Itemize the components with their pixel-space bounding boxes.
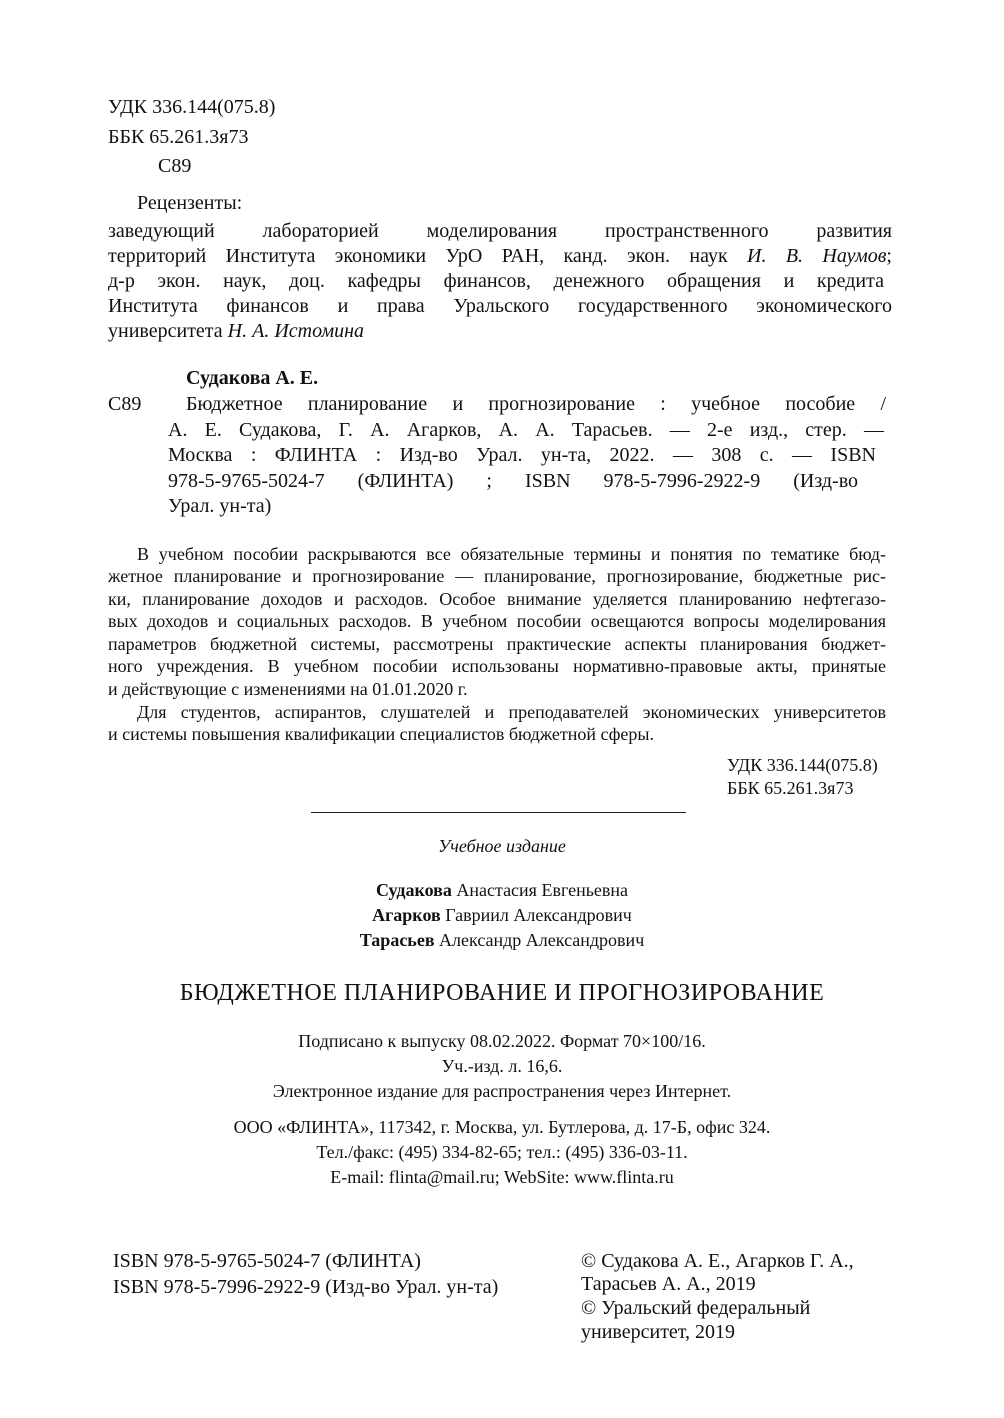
bib-line-1: Бюджетное планирование и прогнозирование : учебное пособие /	[186, 393, 886, 415]
copyright-line-4: университет, 2019	[581, 1321, 736, 1343]
bib-mark: С89	[108, 393, 142, 415]
reviewer-1-name: И. В. Наумов	[747, 245, 887, 267]
author-3-surname: Тарасьев	[359, 930, 435, 950]
copyright-line-1: © Судакова А. Е., Агарков Г. А.,	[581, 1250, 854, 1272]
reviewers-line-5	[108, 320, 364, 343]
sheets-info: Уч.-изд. л. 16,6.	[441, 1056, 563, 1076]
abstract-p1-line-7: и действующие с изменениями на 01.01.2020 г.	[108, 679, 468, 699]
reviewer-1-separator: ;	[886, 245, 892, 267]
author-3-given: Александр Александрович	[434, 930, 645, 950]
abstract-p1-line-6: ного учреждения. В учебном пособии использованы нормативно-правовые акты, принятые	[108, 656, 886, 676]
publisher-address: ООО «ФЛИНТА», 117342, г. Москва, ул. Бутлерова, д. 17-Б, офис 324.	[233, 1117, 771, 1137]
abstract-p2-line-1: Для студентов, аспирантов, слушателей и преподавателей экономических университетов	[137, 702, 886, 722]
copyright-line-3: © Уральский федеральный	[581, 1297, 811, 1319]
signed-info: Подписано к выпуску 08.02.2022. Формат 70×100/16.	[298, 1031, 706, 1051]
isbn-urfu: ISBN 978-5-7996-2922-9 (Изд-во Урал. ун-та)	[113, 1276, 499, 1298]
author-1-given: Анастасия Евгеньевна	[451, 880, 629, 900]
abstract-bbk: ББК 65.261.3я73	[727, 778, 854, 798]
bib-line-2: А. Е. Судакова, Г. А. Агарков, А. А. Тарасьев. — 2-е изд., стер. —	[168, 419, 884, 441]
imprint-author-3	[0, 930, 1004, 951]
abstract-p1-line-4: вых доходов и социальных расходов. В учебном пособии освещаются вопросы моделирования	[108, 611, 886, 631]
abstract-p1-line-5: параметров бюджетной системы, рассмотрены практические аспекты планирования бюджет-	[108, 634, 886, 654]
publisher-phones: Тел./факс: (495) 334-82-65; тел.: (495) 336-03-11.	[316, 1142, 688, 1162]
copyright-line-2: Тарасьев А. А., 2019	[581, 1273, 756, 1295]
bib-author-name: Судакова А. Е.	[186, 367, 319, 389]
reviewers-heading: Рецензенты:	[137, 192, 243, 214]
imprint-author-1	[0, 880, 1004, 901]
reviewers-line-3: д-р экон. наук, доц. кафедры финансов, денежного обращения и кредита	[108, 270, 884, 292]
bbk-code: ББК 65.261.3я73	[108, 126, 249, 148]
publisher-web: E-mail: flinta@mail.ru; WebSite: www.flinta.ru	[330, 1167, 674, 1187]
separator-rule	[311, 812, 686, 813]
edition-type	[0, 836, 1004, 857]
bib-line-4: 978-5-9765-5024-7 (ФЛИНТА) ; ISBN 978-5-7996-2922-9 (Изд-во	[168, 470, 858, 492]
reviewer-2-affiliation: университета	[108, 320, 228, 342]
abstract-p1-line-2: жетное планирование и прогнозирование — планирование, прогнозирование, бюджетные рис-	[108, 566, 886, 586]
author-2-given: Гавриил Александрович	[440, 905, 632, 925]
reviewer-1-affiliation: территорий Института экономики УрО РАН, канд. экон. наук	[108, 245, 748, 267]
isbn-flinta: ISBN 978-5-9765-5024-7 (ФЛИНТА)	[113, 1250, 421, 1272]
abstract-p1-line-3: ки, планирование доходов и расходов. Особое внимание уделяется планированию нефтегазо-	[108, 589, 886, 609]
author-2-surname: Агарков	[372, 905, 441, 925]
edition-type-text: Учебное издание	[438, 836, 566, 856]
reviewer-2-name: Н. А. Истомина	[227, 320, 365, 342]
abstract-p2-line-2: и системы повышения квалификации специалистов бюджетной сферы.	[108, 724, 655, 744]
udk-code: УДК 336.144(075.8)	[108, 96, 276, 118]
imprint-author-2	[0, 905, 1004, 926]
author-mark: С89	[158, 155, 192, 177]
reviewers-line-4: Института финансов и права Уральского государственного экономического	[108, 295, 892, 317]
reviewers-line-2	[108, 245, 892, 268]
book-title: БЮДЖЕТНОЕ ПЛАНИРОВАНИЕ И ПРОГНОЗИРОВАНИЕ	[179, 980, 825, 1006]
abstract-p1-line-1: В учебном пособии раскрываются все обязательные термины и понятия по тематике бюд-	[137, 544, 886, 564]
bib-line-5: Урал. ун-та)	[168, 495, 272, 517]
bib-author	[186, 367, 318, 390]
bib-line-3: Москва : ФЛИНТА : Изд-во Урал. ун-та, 2022. — 308 с. — ISBN	[168, 444, 876, 466]
electronic-info: Электронное издание для распространения через Интернет.	[272, 1081, 732, 1101]
abstract-udk: УДК 336.144(075.8)	[727, 755, 878, 775]
author-1-surname: Судакова	[375, 880, 452, 900]
reviewers-line-1: заведующий лабораторией моделирования пространственного развития	[108, 220, 892, 242]
